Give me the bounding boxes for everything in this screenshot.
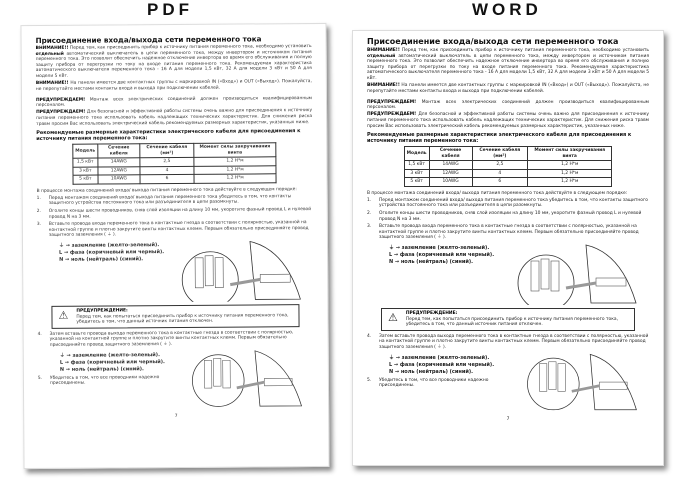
warning-paragraph	[36, 108, 312, 127]
warning-paragraph	[367, 112, 649, 129]
text: L → фаза (коричневый или черный).	[389, 251, 495, 258]
text: 1.	[367, 197, 372, 203]
procedure-intro: В процессе монтажа соединений входа/ выхода питания переменного тока действуйте в следующем порядке:	[36, 186, 297, 194]
steps-list	[367, 198, 649, 241]
text: 1,2 Н*м	[528, 161, 612, 170]
text: Перед монтажом соединений входа/ выхода питания переменного тока убедитесь в том, что контакты защитного устройства постоянного тока или разъединителя в цепи разомкнуты.	[379, 197, 648, 209]
text: L → фаза (коричневый или черный).	[59, 358, 165, 366]
text: 3.	[36, 222, 42, 228]
cable-table	[72, 143, 277, 185]
text: 2,5	[140, 158, 194, 167]
warning-paragraph	[36, 96, 312, 109]
step-item	[38, 330, 314, 349]
text: 12AWG	[429, 169, 472, 178]
text: N → ноль (нейтраль) (синий).	[389, 258, 474, 265]
text: N → ноль (нейтраль) (синий).	[59, 256, 144, 263]
text: Для безопасной и эффективной работы системы очень важно для присоединения к источнику питания переменного тока использовать кабель надлежащих технических характеристик. Для снижения риска травм просим Вас использовать электрический кабель рекомендуемых размерных характеристик, указанных ниже.	[36, 108, 313, 127]
table-row	[404, 169, 612, 178]
page-number: 7	[174, 413, 178, 419]
wire-legend	[59, 242, 164, 264]
text: 4	[472, 169, 528, 178]
text: 6	[472, 178, 528, 187]
text: ПРЕДУПРЕЖДАЕМ!	[367, 99, 417, 105]
text: 14AWG	[429, 161, 472, 170]
terminal-diagram	[175, 239, 305, 302]
attention-paragraph	[367, 48, 649, 82]
text: ПРЕДУПРЕЖДАЕМ!	[36, 110, 86, 116]
text: 1,2 Н*м	[528, 178, 612, 187]
text: Затем вставьте провода выхода переменного тока в контактные гнезда в соответствии с полярностью, указанной на контактной группе и плотно закрутите винты контактных клемм. Первым обязательно присоединяйте провод защитного заземления ( ⏚ ).	[379, 333, 649, 350]
text: 1.	[36, 195, 41, 201]
text: ВНИМАНИЕ!!	[35, 80, 69, 87]
text: Оголите концы шести проводников, сняв слой изоляции на длину 10 мм, укоротите фазный провод L и нулевой провод N на 3 мм.	[379, 211, 642, 222]
text: Вставьте провода входа переменного тока в контактные гнезда в соответствии с полярностью, указанной на контактной группе и плотно закрутите винты контактных клемм. Первым обязательно присоединяйте провод защитного заземления ( ⏚ ).	[48, 220, 309, 239]
table-header-row	[73, 143, 276, 158]
terminal-diagram	[186, 349, 306, 410]
step-item	[367, 224, 649, 241]
text: 1,2 Н*м	[528, 169, 612, 178]
warning-triangle-icon: ⚠	[58, 308, 69, 322]
step-item	[367, 198, 649, 209]
steps-list	[37, 194, 313, 239]
warning-paragraph	[367, 100, 649, 111]
text: 1,5 кВт	[404, 161, 429, 170]
text: Момент силы закручивания винта	[528, 147, 612, 161]
text: Перед тем, как присоединить прибор к источнику питания переменного тока, необходимо установить	[68, 44, 312, 51]
text: ПРЕДУПРЕЖДЕНИЕ:	[76, 308, 128, 314]
text: отдельный	[367, 53, 396, 59]
step-item	[367, 334, 649, 351]
text: ⏚ → заземление (желто-зеленый).	[389, 354, 490, 361]
text: ПРЕДУПРЕЖДЕНИЕ:	[405, 310, 458, 316]
attention-paragraph	[36, 44, 312, 79]
text: Сечение кабеля (мм²)	[472, 147, 528, 161]
text: ПРЕДУПРЕЖДАЕМ!	[35, 97, 86, 103]
text: N → ноль (нейтраль) (синий).	[59, 365, 144, 373]
pdf-page	[20, 23, 329, 469]
step-item	[38, 374, 186, 386]
caution-box	[51, 304, 299, 329]
text: автоматический выключатель в цепи переменного тока, между инвертором и источником питания переменного тока. Это позволит обеспечить надежное отключение инвертора во время его обслуживания и полную защиту прибора от перегрузки по току на входе питания переменного тока. Рекомендуемая характеристика автоматического выключателя переменного тока - 16 А для модели 1,5 кВт, 32 А для модели 3 кВт и 50 А для модели 5 кВт.	[367, 53, 649, 81]
wire-legend	[60, 351, 186, 373]
text: Оголите концы шести проводников, сняв слой изоляции на длину 10 мм, укоротите фазный провод L и нулевой провод N на 3 мм.	[48, 207, 312, 220]
text: L → фаза (коричневый или черный).	[389, 361, 495, 368]
text: 2,5	[472, 161, 528, 170]
wire-legend	[389, 355, 521, 376]
text: Монтаж всех электрических соединений должен производиться квалифицированным персоналом.	[36, 95, 312, 109]
text: L → фаза (коричневый или черный).	[59, 249, 165, 256]
text: Перед тем, как попытаться присоединить прибор к источнику питания переменного тока, убедитесь в том, что данный источник питания отключен.	[76, 312, 289, 325]
text: 1,2 Н*м	[194, 166, 276, 175]
text: 4.	[367, 333, 372, 339]
text: 4.	[37, 331, 42, 337]
terminal-diagram	[521, 353, 641, 413]
text: Модель	[404, 147, 429, 161]
text: Сечение кабеля (мм²)	[140, 144, 194, 158]
step-item	[367, 378, 521, 389]
text: ПРЕДУПРЕЖДАЕМ!	[367, 112, 417, 118]
text: Вставьте провода входа переменного тока в контактные гнезда в соответствии с полярностью, указанной на контактной группе и плотно закрутите винты контактных клемм. Первым обязательно присоединяйте провод защитного заземления ( ⏚ ).	[379, 224, 639, 241]
text: 6	[140, 175, 194, 184]
text: 3 кВт	[404, 169, 429, 178]
attention-paragraph	[367, 83, 649, 94]
word-label: WORD	[472, 0, 542, 19]
section-title: Присоединение входа/выхода сети переменного тока	[35, 34, 262, 45]
text: ВНИМАНИЕ!!	[367, 83, 400, 89]
text: Монтаж всех электрических соединений должен производиться квалифицированным персоналом.	[367, 99, 649, 111]
table-row	[73, 174, 276, 184]
text: 1,2 Н*м	[194, 174, 276, 183]
text: 5.	[37, 375, 43, 381]
step-item	[37, 194, 313, 207]
text: отдельный	[35, 51, 64, 57]
text: ВНИМАНИЕ!!	[367, 48, 400, 53]
text: Модель	[73, 144, 98, 158]
page-number: 7	[506, 416, 510, 422]
text: 10AWG	[429, 178, 472, 187]
text: Убедитесь в том, что все проводники надежно присоединены.	[49, 374, 160, 387]
text: На панели имеется две контактных группы с маркировкой IN («Вход») и OUT («Выход»). Пожалуйста, не перепутайте местами контакты входа и выхода при подключении кабелей.	[35, 79, 312, 92]
table-header-row	[404, 147, 612, 161]
table-title: Рекомендуемые размерные характеристики электрического кабеля для присоединения к источнику питания переменного тока:	[36, 128, 301, 143]
terminal-diagram	[511, 243, 641, 305]
text: 5 кВт	[73, 175, 98, 184]
text: Сечение кабеля	[429, 147, 472, 161]
text: ⏚ → заземление (желто-зеленый).	[59, 351, 160, 359]
text: 4	[140, 166, 194, 175]
text: автоматический выключатель в цепи переменного тока, между инвертором и источником питания переменного тока. Это позволит обеспечить надежное отключение инвертора во время его обслуживания и полную защиту прибора от перегрузки по току на входе питания переменного тока. Рекомендуемая характеристика автоматического выключателя переменного тока - 16 А для модели 1,5 кВт, 32 А для модели 3 кВт и 50 А для модели 5 кВт.	[35, 49, 312, 79]
text: 5.	[367, 377, 372, 383]
cable-table	[404, 146, 613, 187]
text: 1,5 кВт	[73, 158, 98, 167]
text: 2.	[36, 208, 41, 214]
step-item	[367, 211, 649, 222]
text: На панели имеется две контактных группы с маркировкой IN («Вход») и OUT («Выход»). Пожалуйста, не перепутайте местами контакты входа и выхода при подключении кабелей.	[367, 83, 649, 94]
table-title: Рекомендуемые размерные характеристики электрического кабеля для присоединения к источнику питания переменного тока:	[367, 132, 632, 145]
text: Перед тем, как присоединить прибор к источнику питания переменного тока, необходимо установить	[399, 48, 649, 53]
text: Для безопасной и эффективной работы системы очень важно для присоединения к источнику питания переменного тока использовать кабель надлежащих технических характеристик. Для снижения риска травм просим Вас использовать электрический кабель рекомендуемых размерных характеристик, указанных ниже.	[367, 112, 649, 129]
step-item	[37, 220, 313, 239]
text: Затем вставьте провода выхода переменного тока в контактные гнезда в соответствии с полярностью, указанной на контактной группе и плотно закрутите винты контактных клемм. Первым обязательно присоединяйте провод защитного заземления ( ⏚ ).	[49, 329, 294, 348]
text: Сечение кабеля	[98, 144, 140, 158]
word-page	[352, 30, 664, 466]
procedure-intro: В процессе монтажа соединений входа/ выхода питания переменного тока действуйте в следующем порядке:	[367, 190, 628, 196]
caution-box	[381, 308, 635, 331]
text: 2.	[367, 211, 372, 216]
text: Убедитесь в том, что все проводники надежно присоединены.	[379, 377, 489, 389]
text: ⏚ → заземление (желто-зеленый).	[389, 244, 490, 251]
text: Момент силы закручивания винта	[194, 143, 276, 158]
text: 12AWG	[98, 166, 140, 175]
wire-legend	[389, 245, 494, 266]
warning-triangle-icon: ⚠	[388, 310, 398, 324]
text: 5 кВт	[404, 178, 429, 187]
text: ВНИМАНИЕ!!	[35, 45, 69, 51]
text: Перед монтажом соединений входа/ выхода питания переменного тока убедитесь в том, что контакты защитного устройства постоянного тока или разъединителя в цепи разомкнуты.	[48, 194, 292, 207]
text: Перед тем, как попытаться присоединить прибор к источнику питания переменного тока, убедитесь в том, что данный источник питания отключен.	[405, 316, 618, 328]
text: 3.	[367, 224, 372, 230]
text: 3 кВт	[73, 167, 98, 176]
text: ⏚ → заземление (желто-зеленый).	[58, 242, 160, 249]
text: 14AWG	[98, 158, 140, 167]
text: N → ноль (нейтраль) (синий).	[389, 368, 474, 375]
pdf-label: PDF	[147, 0, 193, 19]
section-title: Присоединение входа/выхода сети переменного тока	[367, 37, 619, 46]
attention-paragraph	[36, 79, 312, 92]
table-row	[404, 161, 612, 170]
table-row	[404, 178, 612, 187]
text: 10AWG	[98, 175, 140, 184]
step-item	[37, 207, 313, 220]
text: 1,2 Н*м	[194, 157, 276, 166]
